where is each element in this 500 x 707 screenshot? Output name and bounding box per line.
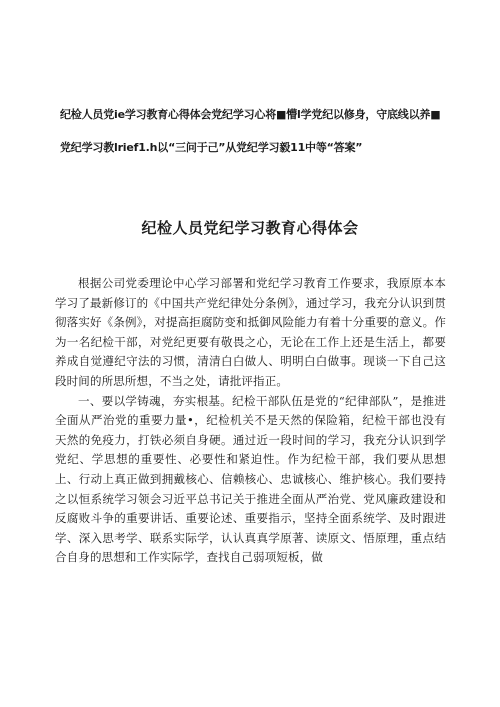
- paragraph-intro: 根据公司党委理论中心学习部署和党纪学习教育工作要求，我原原本本学习了最新修订的《中国共产党纪律处分条例》，通过学习，我充分认识到贯彻落实好《条例》，对提高拒腐防变和抵御风险能力有着十分重要的意义。作为一名纪检干部，对党纪更要有敬畏之心，无论在工作上还是生活上，都要养成自觉遵纪守法的习惯，清清白白做人、明明白白做事。现谈一下自己这段时间的所思所想，不当之处，请批评指正。: [55, 276, 446, 388]
- document-body: [55, 274, 446, 568]
- document-title: 纪检人员党纪学习教育心得体会: [141, 219, 359, 237]
- header-line-1: 纪检人员党ie学习教育心得体会党纪学习心将■懵l学党纪以修身，守底线以养■: [60, 108, 441, 121]
- paragraph-section-1: 一、要以学铸魂，夯实根基。纪检干部队伍是党的“纪律部队”，是推进全面从严治党的重要力量•，纪检机关不是天然的保险箱，纪检干部也没有天然的免疫力，打铁必须自身硬。通过近一段时间的学习，我充分认识到学党纪、学思想的重要性、必要性和紧迫性。作为纪检干部，我们要从思想上、行动上真正做到拥戴核心、信赖核心、忠诚核心、维护核心。我们要持之以恒系统学习领会习近平总书记关于推进全面从严治党、党风廉政建设和反腐败斗争的重要讲话、重要论述、重要指示，坚持全面系统学、及时跟进学、深入思考学、联系实际学，认认真真学原著、读原文、悟原理，重点结合自身的思想和工作实际学，查找自己弱项短板，做: [55, 393, 446, 565]
- header-line-2: 党纪学习教lrief1.h以“三问于己”从党纪学习毅11中等“答案”: [60, 141, 363, 154]
